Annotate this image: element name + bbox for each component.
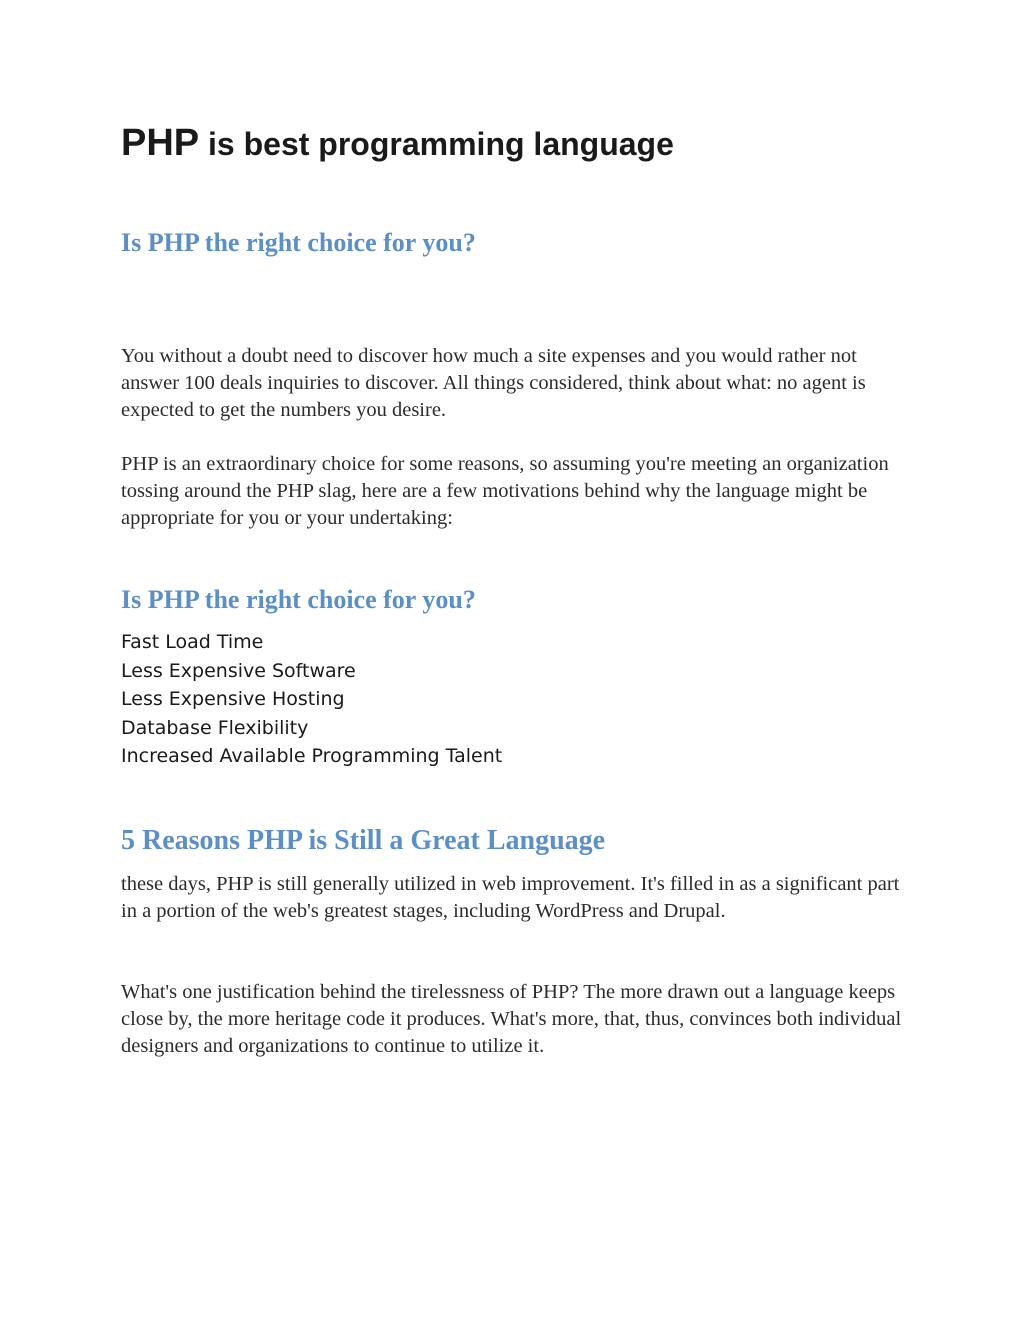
paragraph-tirelessness: What's one justification behind the tirelessness of PHP? The more drawn out a language keeps close by, the more heritage code it produces. What's more, that, thus, convinces both individual designers and organizations to continue to utilize it. (121, 981, 902, 1057)
paragraph-web-improvement: these days, PHP is still generally utilized in web improvement. It's filled in as a significant part in a portion of the web's greatest stages, including WordPress and Drupal. (121, 873, 900, 922)
title-php: PHP (121, 122, 200, 164)
list-item: Increased Available Programming Talent (121, 745, 503, 768)
page-title (121, 124, 674, 162)
section-heading-five-reasons: 5 Reasons PHP is Still a Great Language (121, 825, 606, 856)
list-item: Fast Load Time (121, 631, 264, 653)
paragraph-site-expenses: You without a doubt need to discover how much a site expenses and you would rather not answer 100 deals inquiries to discover. All things considered, think about what: no agent is expected to get the numbers you desire. (121, 345, 866, 421)
reasons-list (121, 628, 502, 771)
paragraph-php-reasons: PHP is an extraordinary choice for some reasons, so assuming you're meeting an organization tossing around the PHP slag, here are a few motivations behind why the language might be appropriate for you or your undertaking: (121, 453, 889, 529)
list-item: Database Flexibility (121, 716, 309, 739)
section-heading-right-choice: Is PHP the right choice for you? (121, 228, 476, 257)
title-rest: is best programming language (208, 126, 674, 162)
list-item: Less Expensive Hosting (121, 688, 345, 711)
list-item: Less Expensive Software (121, 659, 356, 682)
section-heading-right-choice-list: Is PHP the right choice for you? (121, 585, 476, 614)
